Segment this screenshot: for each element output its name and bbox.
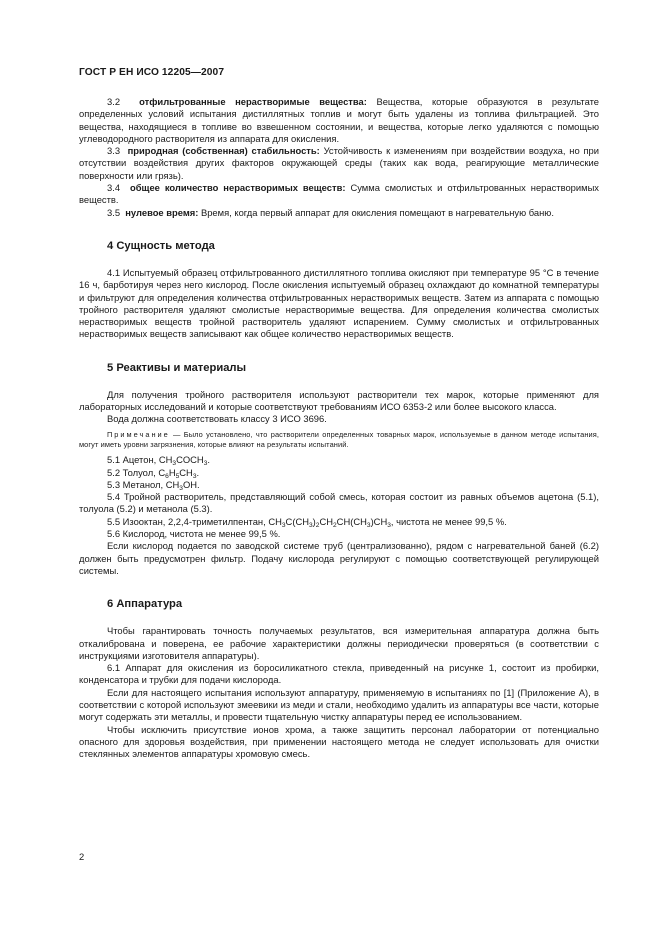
clause-3-5: 3.5 нулевое время: Время, когда первый аппарат для окисления помещают в нагревательную баню. [107, 206, 554, 218]
clause-5-4: 5.4 Тройной растворитель, представляющий собой смесь, которая состоит из равных объемов ацетона (5.1), толуола (5.2) и метанола (5.3). [79, 491, 599, 515]
clause-5-2: 5.2 Толуол, $C_6H_5CH_3$. [107, 466, 200, 480]
clause-6-1: 6.1 Аппарат для окисления из боросиликатного стекла, приведенный на рисунке 1, состоит из пробирки, конденсатора и трубки для подачи кислорода. [79, 662, 599, 686]
note-label: Примечание [107, 429, 170, 439]
clause-3-4: 3.4 общее количество нерастворимых веществ: Сумма смолистых и отфильтрованных нерастворимых веществ. [79, 182, 599, 206]
section-5-intro: Для получения тройного растворителя используют растворители тех марок, которые применяют для лабораторных исследований и которые соответствуют требованиям ИСО 6353-2 или более высокого класса. [79, 388, 599, 413]
clause-3-3: 3.3 природная (собственная) стабильность: Устойчивость к изменениям при воздействии воздуха, но при отсутствии воздействия других факторов окружающей среды (таких как вода, реагирующие металлические поверхности или грязь). [79, 145, 599, 181]
clause-5-6: 5.6 Кислород, чистота не менее 99,5 %. [107, 528, 281, 540]
note: Примечание — Было установлено, что растворители определенных товарных марок, используемые в данном методе испытания, могут иметь уровни загрязнения, которые влияют на результаты испытаний. [79, 429, 599, 450]
page-number: 2 [79, 851, 85, 862]
term-filtered-insolubles: отфильтрованные нерастворимые вещества: [139, 96, 367, 107]
clause-5-5: 5.5 Изооктан, 2,2,4-триметилпентан, $CH_3C(CH_3)_2CH_2CH(CH_3)CH_3$, чистота не менее 99,5 %. [107, 515, 507, 529]
section-6-heading: 6 Аппаратура [107, 598, 183, 611]
section-6-intro: Чтобы гарантировать точность получаемых результатов, вся измерительная аппаратура должна быть откалибрована и поверена, ее рабочие характеристики должны периодически проверяться (в соответствии с инструкциями изготовителя аппаратуры). [79, 625, 599, 661]
term-zero-time: нулевое время: [125, 206, 199, 218]
clause-5-1: 5.1 Ацетон, $CH_3COCH_3$. [107, 454, 210, 468]
term-inherent-stability: природная (собственная) стабильность: [127, 145, 320, 157]
clause-5-3: 5.3 Метанол, $CH_3OH$. [107, 478, 200, 492]
oxygen-supply: Если кислород подается по заводской системе труб (централизованно), рядом с нагревательной баней (6.2) должен быть предусмотрен фильтр. Подачу кислорода регулируют с помощью соответствующей регулирующей системы. [79, 540, 599, 576]
water-requirement: Вода должна соответствовать классу 3 ИСО 3696. [107, 413, 327, 425]
section-4-heading: 4 Сущность метода [107, 239, 215, 252]
clause-4-1: 4.1 Испытуемый образец отфильтрованного дистиллятного топлива окисляют при температуре 95 °С в течение 16 ч, барботируя через него кислород. После окисления испытуемый образец охлаждают до комнатной температуры и фильтруют для определения количества отфильтрованных нерастворимых веществ. Затем из аппарата с помощью тройного растворителя удаляют смолистые нерастворимые вещества. Для определения количества смолистых нерастворимых веществ тройной растворитель удаляют испарением. Сумму смолистых и отфильтрованных нерастворимых веществ записывают как общее количество нерастворимых веществ. [79, 266, 599, 340]
document-body [79, 96, 599, 760]
clause-3-2: 3.2 отфильтрованные нерастворимые вещества: Вещества, которые образуются в результате определенных условий испытания дистиллятных топлив и могут быть удалены из топлива фильтрацией. Это вещества, находящиеся в топливе во взвешенном состоянии, и вещества, которые легко удаляются с помощью углеводородного растворителя из аппарата для окисления. [79, 96, 600, 144]
chromium-warning: Чтобы исключить присутствие ионов хрома, а также защитить персонал лаборатории от потенциально опасного для здоровья воздействия, при применении настоящего метода не следует использовать для очистки стеклянных элементов аппаратуры хромовую смесь. [79, 723, 599, 760]
section-5-heading: 5 Реактивы и материалы [107, 361, 247, 374]
document-header: ГОСТ Р ЕН ИСО 12205—2007 [79, 67, 225, 78]
term-total-insolubles: общее количество нерастворимых веществ: [130, 182, 346, 194]
apparatus-metals: Если для настоящего испытания используют аппаратуру, применяемую в испытаниях по [1] (Приложение А), в соответствии с которой используют змеевики из меди и стали, необходимо удалить из аппаратуры все части, которые могут содержать эти металлы, и провести тщательную чистку аппаратуры перед ее использованием. [79, 686, 599, 723]
